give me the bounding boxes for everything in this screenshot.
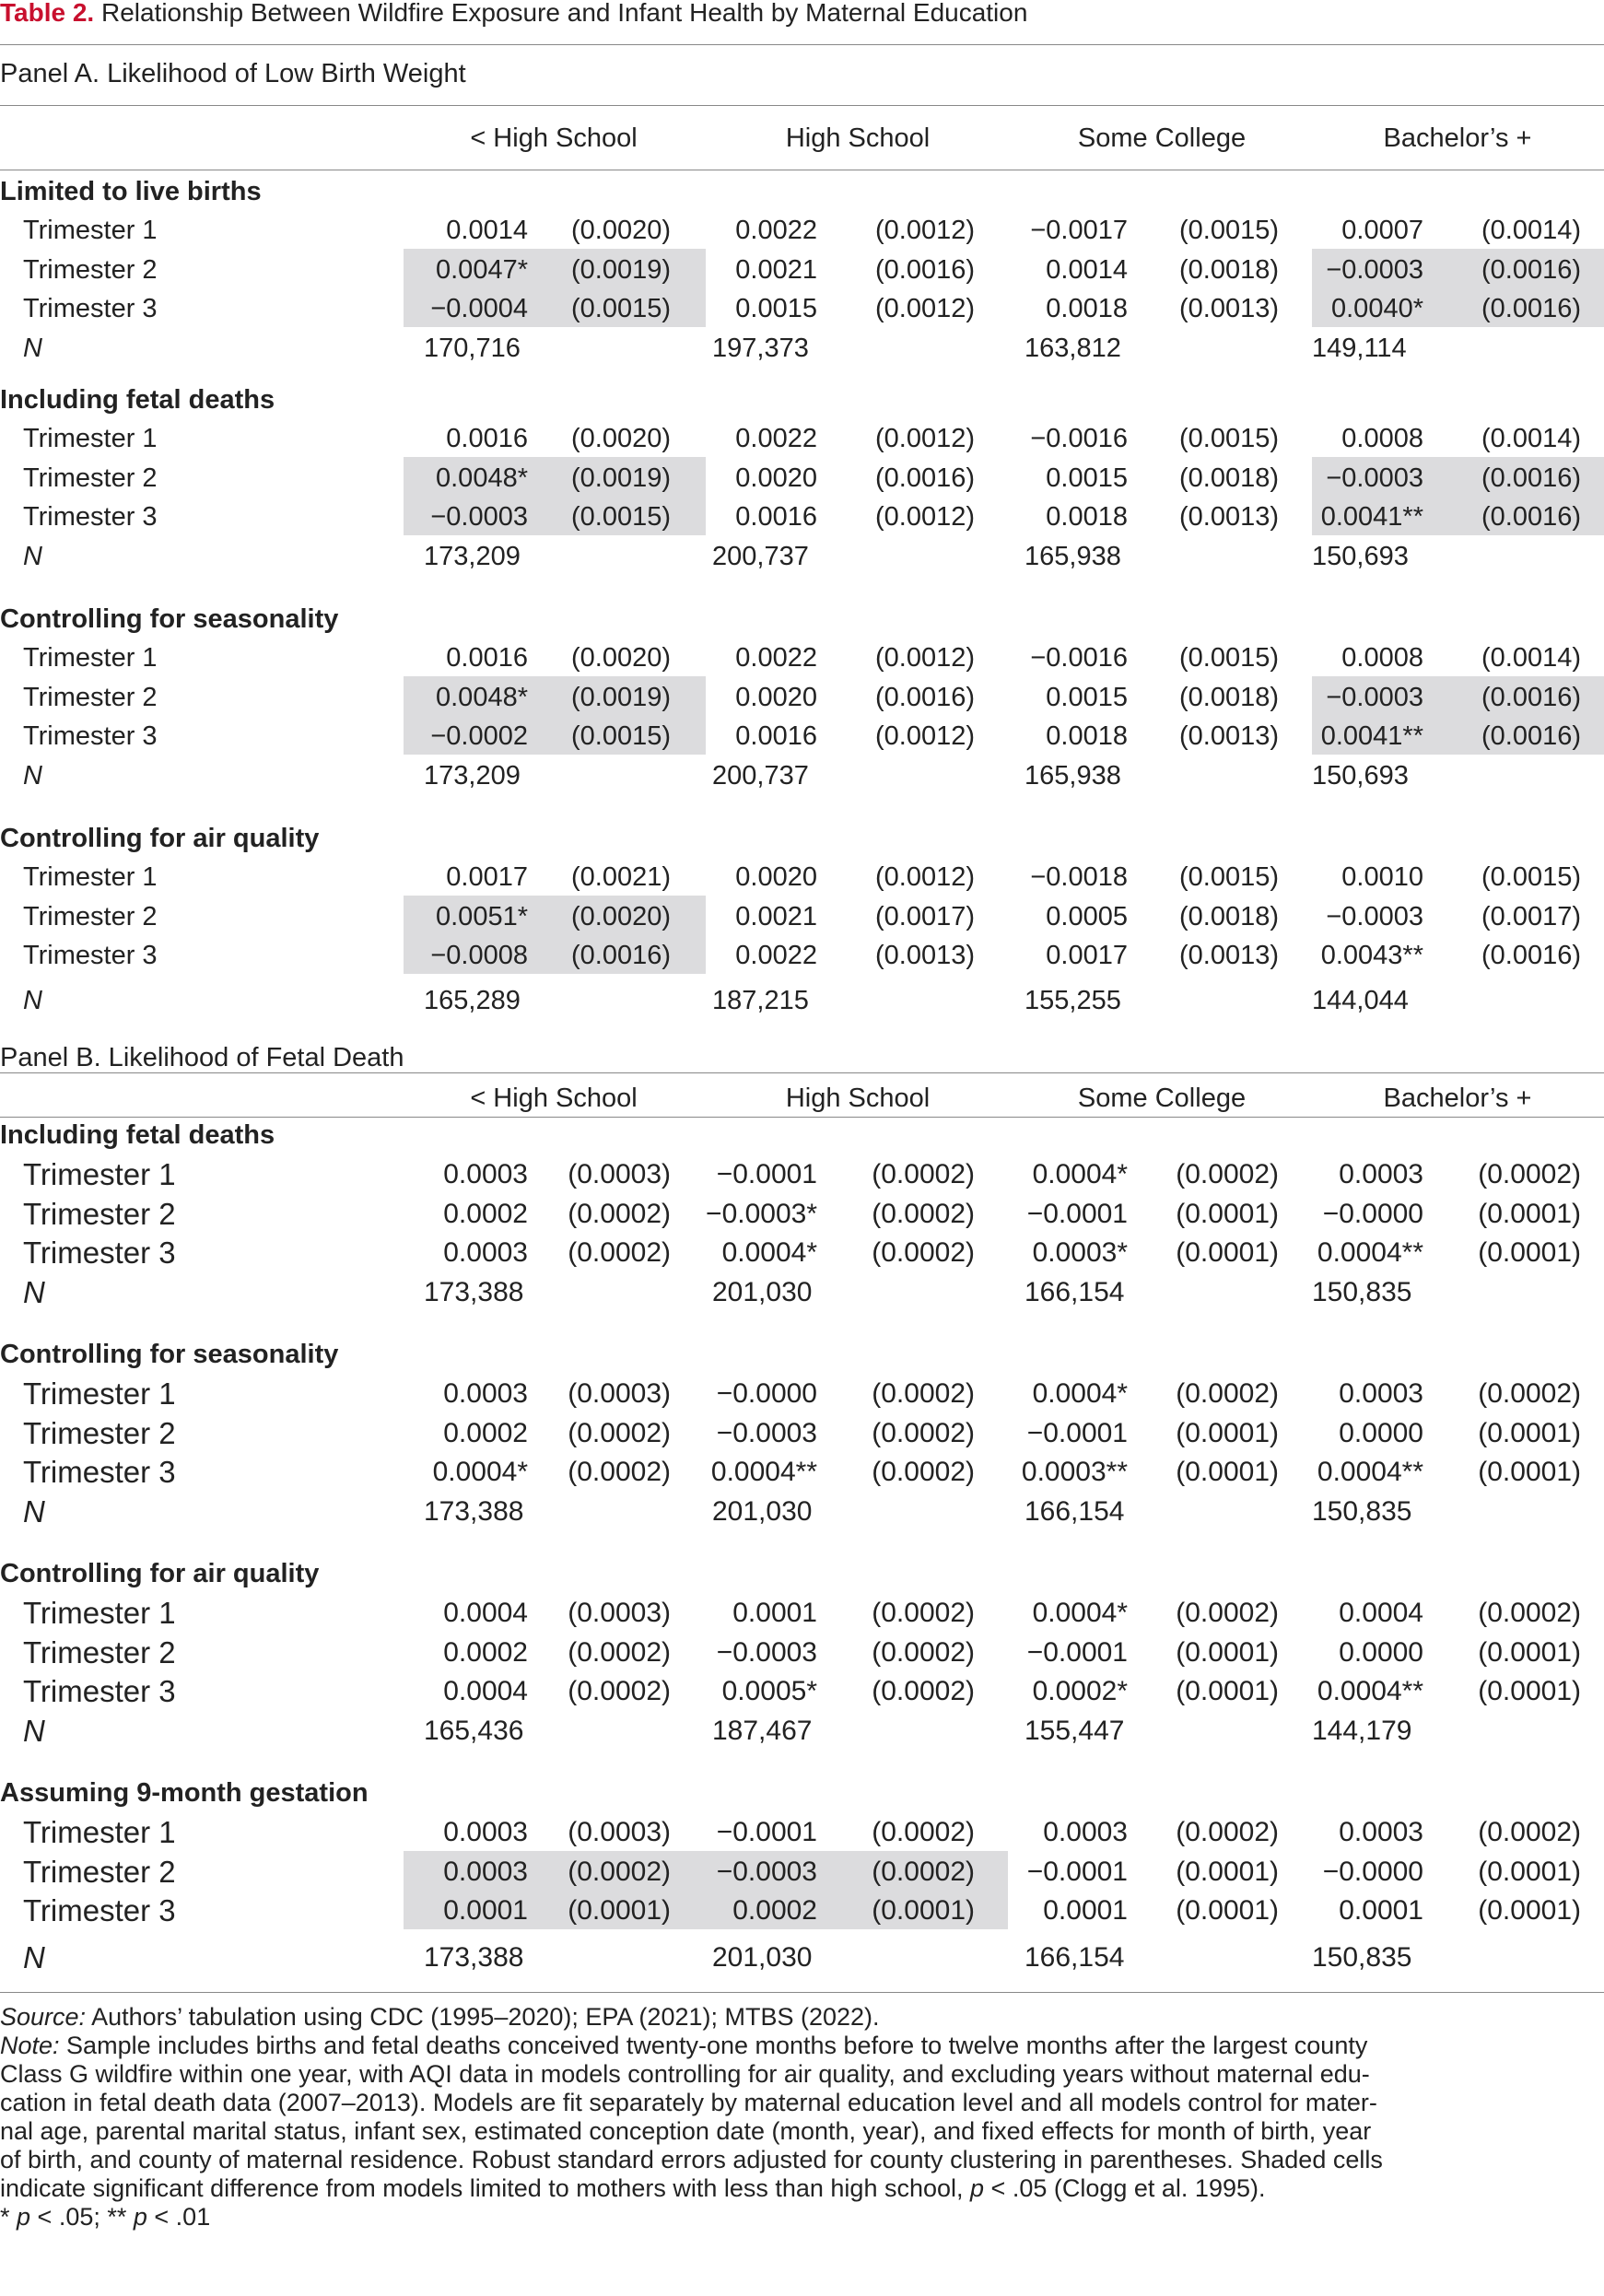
column-header: Bachelor’s + <box>1383 1084 1532 1113</box>
coefficient-cell: 0.0015 <box>735 294 817 323</box>
standard-error-cell: (0.0002) <box>872 1378 975 1409</box>
standard-error-cell: (0.0002) <box>568 1198 671 1229</box>
explanatory-note: nal age, parental marital status, infant sex, estimated conception date (month, year), and fixed effects for month of birth, year <box>0 2117 1372 2145</box>
standard-error-cell: (0.0016) <box>874 254 975 285</box>
standard-error-cell: (0.0015) <box>1178 216 1279 245</box>
coefficient-cell: 0.0015 <box>1046 682 1128 712</box>
row-label: Trimester 1 <box>23 1376 176 1411</box>
coefficient-cell: 0.0001 <box>1043 1895 1128 1926</box>
coefficient-cell: 0.0003 <box>1043 1817 1128 1847</box>
row-label: Trimester 1 <box>23 1157 176 1191</box>
n-label: N <box>23 760 42 791</box>
coefficient-cell: 0.0016 <box>735 721 817 751</box>
table-title-text: Relationship Between Wildfire Exposure and Infant Health by Maternal Education <box>94 0 1028 27</box>
standard-error-cell: (0.0018) <box>1178 463 1279 493</box>
standard-error-cell: (0.0014) <box>1481 643 1581 673</box>
standard-error-cell: (0.0002) <box>872 1636 975 1668</box>
standard-error-cell: (0.0002) <box>872 1676 975 1706</box>
n-cell: 170,716 <box>424 333 521 363</box>
section-label: Assuming 9-month gestation <box>0 1778 369 1808</box>
coefficient-cell: −0.0001 <box>1026 1636 1128 1668</box>
column-header: < High School <box>470 1084 638 1113</box>
coefficient-cell: −0.0003 <box>1326 901 1423 931</box>
n-cell: 149,114 <box>1312 333 1407 363</box>
standard-error-cell: (0.0002) <box>568 1457 671 1487</box>
standard-error-cell: (0.0001) <box>1176 1895 1279 1926</box>
standard-error-cell: (0.0018) <box>1178 254 1279 285</box>
coefficient-cell: −0.0018 <box>1030 862 1128 892</box>
coefficient-cell: −0.0003 <box>430 502 528 532</box>
coefficient-cell: −0.0000 <box>1322 1856 1423 1887</box>
horizontal-rule <box>0 1992 1604 1993</box>
n-cell: 201,030 <box>712 1276 813 1307</box>
table-title <box>0 0 1027 26</box>
column-header: High School <box>785 1084 931 1113</box>
row-label: Trimester 1 <box>23 862 158 892</box>
coefficient-cell: −0.0001 <box>1026 1417 1128 1448</box>
coefficient-cell: 0.0016 <box>446 424 528 453</box>
coefficient-cell: 0.0008 <box>1341 424 1423 453</box>
standard-error-cell: (0.0002) <box>1478 1817 1581 1847</box>
row-label: Trimester 3 <box>23 294 158 323</box>
standard-error-cell: (0.0001) <box>872 1895 975 1926</box>
column-header: Bachelor’s + <box>1383 123 1532 153</box>
standard-error-cell: (0.0016) <box>874 682 975 712</box>
standard-error-cell: (0.0001) <box>1176 1237 1279 1268</box>
n-label: N <box>23 1939 45 1974</box>
standard-error-cell: (0.0020) <box>570 901 671 931</box>
row-label: Trimester 1 <box>23 1596 176 1630</box>
coefficient-cell: 0.0003** <box>1021 1457 1128 1487</box>
coefficient-cell: −0.0003 <box>1326 463 1423 493</box>
coefficient-cell: −0.0008 <box>430 941 528 970</box>
n-label: N <box>23 541 42 571</box>
panel-title: Panel A. Likelihood of Low Birth Weight <box>0 59 466 88</box>
row-label: Trimester 3 <box>23 1455 176 1489</box>
row-label: Trimester 2 <box>23 463 158 493</box>
coefficient-cell: 0.0003 <box>443 1237 528 1268</box>
coefficient-cell: −0.0003* <box>706 1198 817 1229</box>
coefficient-cell: 0.0004** <box>1317 1457 1423 1487</box>
coefficient-cell: 0.0003 <box>1339 1159 1423 1189</box>
standard-error-cell: (0.0015) <box>1178 862 1279 892</box>
standard-error-cell: (0.0002) <box>568 1856 671 1887</box>
standard-error-cell: (0.0016) <box>1481 941 1581 970</box>
standard-error-cell: (0.0002) <box>872 1417 975 1448</box>
n-cell: 150,835 <box>1312 1941 1412 1973</box>
standard-error-cell: (0.0002) <box>1176 1598 1279 1628</box>
coefficient-cell: 0.0001 <box>1339 1895 1423 1926</box>
standard-error-cell: (0.0015) <box>1481 862 1581 892</box>
coefficient-cell: 0.0002* <box>1032 1676 1128 1706</box>
row-label: Trimester 1 <box>23 1815 176 1849</box>
coefficient-cell: 0.0000 <box>1339 1636 1423 1668</box>
row-label: Trimester 3 <box>23 1674 176 1708</box>
coefficient-cell: 0.0000 <box>1339 1417 1423 1448</box>
coefficient-cell: 0.0022 <box>735 643 817 673</box>
standard-error-cell: (0.0016) <box>1481 502 1581 532</box>
n-cell: 150,835 <box>1312 1495 1412 1527</box>
standard-error-cell: (0.0020) <box>570 643 671 673</box>
coefficient-cell: 0.0020 <box>735 862 817 892</box>
standard-error-cell: (0.0016) <box>1481 254 1581 285</box>
standard-error-cell: (0.0015) <box>1178 643 1279 673</box>
n-cell: 150,693 <box>1312 541 1409 571</box>
standard-error-cell: (0.0001) <box>1176 1417 1279 1448</box>
row-label: Trimester 3 <box>23 1893 176 1927</box>
standard-error-cell: (0.0012) <box>874 294 975 323</box>
standard-error-cell: (0.0002) <box>1478 1378 1581 1409</box>
column-header: Some College <box>1077 123 1247 153</box>
n-cell: 187,215 <box>712 985 809 1015</box>
standard-error-cell: (0.0016) <box>1481 294 1581 323</box>
coefficient-cell: 0.0048* <box>436 682 528 712</box>
n-cell: 165,938 <box>1024 760 1121 791</box>
standard-error-cell: (0.0001) <box>1176 1676 1279 1706</box>
row-label: Trimester 3 <box>23 941 158 970</box>
standard-error-cell: (0.0001) <box>1478 1198 1581 1229</box>
standard-error-cell: (0.0001) <box>1478 1895 1581 1926</box>
standard-error-cell: (0.0003) <box>568 1159 671 1189</box>
n-cell: 150,835 <box>1312 1276 1412 1307</box>
coefficient-cell: 0.0015 <box>1046 463 1128 493</box>
coefficient-cell: −0.0016 <box>1030 424 1128 453</box>
coefficient-cell: −0.0003 <box>716 1856 817 1887</box>
n-cell: 165,289 <box>424 985 521 1015</box>
coefficient-cell: 0.0003 <box>1339 1378 1423 1409</box>
standard-error-cell: (0.0002) <box>1478 1159 1581 1189</box>
coefficient-cell: 0.0048* <box>436 463 528 493</box>
coefficient-cell: −0.0017 <box>1030 216 1128 245</box>
section-label: Including fetal deaths <box>0 1120 275 1150</box>
n-cell: 173,388 <box>424 1941 524 1973</box>
standard-error-cell: (0.0015) <box>570 721 671 751</box>
explanatory-note: cation in fetal death data (2007–2013). Models are fit separately by maternal education level and all models control for mater- <box>0 2089 1377 2116</box>
standard-error-cell: (0.0002) <box>1176 1378 1279 1409</box>
standard-error-cell: (0.0019) <box>570 463 671 493</box>
coefficient-cell: −0.0000 <box>1322 1198 1423 1229</box>
row-label: Trimester 2 <box>23 1854 176 1889</box>
coefficient-cell: 0.0003 <box>443 1378 528 1409</box>
section-label: Controlling for air quality <box>0 1559 320 1588</box>
coefficient-cell: 0.0003 <box>443 1817 528 1847</box>
coefficient-cell: 0.0004* <box>432 1457 528 1487</box>
standard-error-cell: (0.0012) <box>874 643 975 673</box>
section-label: Including fetal deaths <box>0 385 275 415</box>
coefficient-cell: 0.0004* <box>1032 1378 1128 1409</box>
coefficient-cell: 0.0004** <box>1317 1237 1423 1268</box>
explanatory-note: of birth, and county of maternal residence. Robust standard errors adjusted for county clustering in parentheses. Shaded cells <box>0 2146 1383 2173</box>
coefficient-cell: 0.0010 <box>1341 862 1423 892</box>
coefficient-cell: 0.0004* <box>1032 1159 1128 1189</box>
standard-error-cell: (0.0018) <box>1178 901 1279 931</box>
coefficient-cell: −0.0002 <box>430 721 528 751</box>
n-cell: 166,154 <box>1024 1495 1125 1527</box>
standard-error-cell: (0.0002) <box>1478 1598 1581 1628</box>
coefficient-cell: 0.0022 <box>735 216 817 245</box>
n-cell: 165,436 <box>424 1715 524 1746</box>
row-label: Trimester 1 <box>23 216 158 245</box>
standard-error-cell: (0.0013) <box>1178 294 1279 323</box>
coefficient-cell: −0.0001 <box>1026 1856 1128 1887</box>
coefficient-cell: 0.0051* <box>436 901 528 931</box>
row-label: Trimester 2 <box>23 1196 176 1231</box>
standard-error-cell: (0.0001) <box>1478 1636 1581 1668</box>
coefficient-cell: −0.0003 <box>1326 254 1423 285</box>
explanatory-note: indicate significant difference from models limited to mothers with less than high school, p < .05 (Clogg et al. 1995). <box>0 2174 1266 2202</box>
standard-error-cell: (0.0002) <box>568 1417 671 1448</box>
n-cell: 173,209 <box>424 760 521 791</box>
standard-error-cell: (0.0018) <box>1178 682 1279 712</box>
n-cell: 173,209 <box>424 541 521 571</box>
standard-error-cell: (0.0001) <box>1478 1237 1581 1268</box>
n-cell: 150,693 <box>1312 760 1409 791</box>
standard-error-cell: (0.0002) <box>1176 1817 1279 1847</box>
n-cell: 173,388 <box>424 1276 524 1307</box>
coefficient-cell: 0.0020 <box>735 463 817 493</box>
coefficient-cell: −0.0003 <box>716 1636 817 1668</box>
coefficient-cell: −0.0003 <box>1326 682 1423 712</box>
horizontal-rule <box>0 105 1604 106</box>
standard-error-cell: (0.0002) <box>872 1817 975 1847</box>
coefficient-cell: 0.0004* <box>1032 1598 1128 1628</box>
coefficient-cell: 0.0003 <box>443 1856 528 1887</box>
coefficient-cell: −0.0003 <box>716 1417 817 1448</box>
column-header: < High School <box>470 123 638 153</box>
coefficient-cell: 0.0018 <box>1046 294 1128 323</box>
coefficient-cell: 0.0040* <box>1331 294 1423 323</box>
coefficient-cell: 0.0008 <box>1341 643 1423 673</box>
standard-error-cell: (0.0002) <box>1176 1159 1279 1189</box>
n-cell: 200,737 <box>712 760 809 791</box>
standard-error-cell: (0.0001) <box>1478 1417 1581 1448</box>
standard-error-cell: (0.0002) <box>872 1198 975 1229</box>
coefficient-cell: 0.0004 <box>443 1598 528 1628</box>
standard-error-cell: (0.0015) <box>1178 424 1279 453</box>
coefficient-cell: −0.0000 <box>716 1378 817 1409</box>
standard-error-cell: (0.0013) <box>874 941 975 970</box>
standard-error-cell: (0.0001) <box>1478 1676 1581 1706</box>
n-cell: 173,388 <box>424 1495 524 1527</box>
n-cell: 197,373 <box>712 333 809 363</box>
coefficient-cell: 0.0020 <box>735 682 817 712</box>
row-label: Trimester 2 <box>23 901 158 931</box>
coefficient-cell: 0.0002 <box>443 1198 528 1229</box>
standard-error-cell: (0.0003) <box>568 1378 671 1409</box>
coefficient-cell: −0.0001 <box>716 1159 817 1189</box>
coefficient-cell: 0.0021 <box>735 901 817 931</box>
coefficient-cell: 0.0043** <box>1320 941 1423 970</box>
row-label: Trimester 2 <box>23 1415 176 1450</box>
standard-error-cell: (0.0020) <box>570 216 671 245</box>
standard-error-cell: (0.0001) <box>1176 1457 1279 1487</box>
row-label: Trimester 2 <box>23 1634 176 1669</box>
significance-note: * p < .05; ** p < .01 <box>0 2203 211 2231</box>
standard-error-cell: (0.0016) <box>1481 721 1581 751</box>
n-cell: 165,938 <box>1024 541 1121 571</box>
standard-error-cell: (0.0002) <box>872 1237 975 1268</box>
coefficient-cell: 0.0041** <box>1320 721 1423 751</box>
section-label: Limited to live births <box>0 177 262 206</box>
coefficient-cell: 0.0017 <box>446 862 528 892</box>
coefficient-cell: 0.0001 <box>732 1598 817 1628</box>
panel-title: Panel B. Likelihood of Fetal Death <box>0 1043 404 1072</box>
standard-error-cell: (0.0001) <box>1176 1636 1279 1668</box>
coefficient-cell: 0.0014 <box>1046 254 1128 285</box>
n-label: N <box>23 1713 45 1748</box>
standard-error-cell: (0.0020) <box>570 424 671 453</box>
standard-error-cell: (0.0012) <box>874 216 975 245</box>
explanatory-note: Note: Sample includes births and fetal deaths conceived twenty-one months before to twelve months after the largest county <box>0 2032 1368 2059</box>
n-label: N <box>23 985 42 1015</box>
coefficient-cell: 0.0041** <box>1320 502 1423 532</box>
standard-error-cell: (0.0013) <box>1178 721 1279 751</box>
standard-error-cell: (0.0012) <box>874 424 975 453</box>
n-cell: 166,154 <box>1024 1276 1125 1307</box>
standard-error-cell: (0.0001) <box>1176 1856 1279 1887</box>
row-label: Trimester 3 <box>23 721 158 751</box>
standard-error-cell: (0.0002) <box>568 1676 671 1706</box>
coefficient-cell: 0.0002 <box>443 1417 528 1448</box>
coefficient-cell: 0.0004** <box>1317 1676 1423 1706</box>
n-cell: 163,812 <box>1024 333 1121 363</box>
n-label: N <box>23 333 42 363</box>
row-label: Trimester 1 <box>23 424 158 453</box>
section-label: Controlling for seasonality <box>0 1340 339 1369</box>
explanatory-note: Class G wildfire within one year, with AQI data in models controlling for air quality, and excluding years without maternal edu- <box>0 2060 1370 2088</box>
coefficient-cell: 0.0016 <box>735 502 817 532</box>
n-cell: 166,154 <box>1024 1941 1125 1973</box>
coefficient-cell: 0.0004 <box>443 1676 528 1706</box>
coefficient-cell: 0.0005 <box>1046 901 1128 931</box>
coefficient-cell: 0.0005* <box>721 1676 817 1706</box>
coefficient-cell: 0.0018 <box>1046 502 1128 532</box>
coefficient-cell: 0.0017 <box>1046 941 1128 970</box>
row-label: Trimester 3 <box>23 502 158 532</box>
horizontal-rule <box>0 1117 1604 1118</box>
row-label: Trimester 2 <box>23 254 158 285</box>
column-header: High School <box>785 123 931 153</box>
horizontal-rule <box>0 1072 1604 1073</box>
coefficient-cell: −0.0016 <box>1030 643 1128 673</box>
row-label: Trimester 1 <box>23 643 158 673</box>
column-header: Some College <box>1077 1084 1247 1113</box>
standard-error-cell: (0.0012) <box>874 721 975 751</box>
coefficient-cell: 0.0001 <box>443 1895 528 1926</box>
coefficient-cell: 0.0003 <box>1339 1817 1423 1847</box>
standard-error-cell: (0.0002) <box>872 1457 975 1487</box>
coefficient-cell: −0.0004 <box>430 294 528 323</box>
coefficient-cell: 0.0021 <box>735 254 817 285</box>
standard-error-cell: (0.0001) <box>1478 1856 1581 1887</box>
standard-error-cell: (0.0014) <box>1481 216 1581 245</box>
standard-error-cell: (0.0015) <box>570 294 671 323</box>
standard-error-cell: (0.0013) <box>1178 941 1279 970</box>
standard-error-cell: (0.0013) <box>1178 502 1279 532</box>
n-cell: 201,030 <box>712 1941 813 1973</box>
n-cell: 201,030 <box>712 1495 813 1527</box>
standard-error-cell: (0.0003) <box>568 1817 671 1847</box>
standard-error-cell: (0.0003) <box>568 1598 671 1628</box>
standard-error-cell: (0.0002) <box>872 1159 975 1189</box>
coefficient-cell: 0.0007 <box>1341 216 1423 245</box>
standard-error-cell: (0.0001) <box>568 1895 671 1926</box>
coefficient-cell: 0.0016 <box>446 643 528 673</box>
coefficient-cell: 0.0002 <box>732 1895 817 1926</box>
standard-error-cell: (0.0015) <box>570 502 671 532</box>
n-cell: 144,044 <box>1312 985 1409 1015</box>
standard-error-cell: (0.0016) <box>1481 463 1581 493</box>
standard-error-cell: (0.0002) <box>568 1636 671 1668</box>
n-cell: 200,737 <box>712 541 809 571</box>
section-label: Controlling for air quality <box>0 824 320 853</box>
standard-error-cell: (0.0017) <box>1481 901 1581 931</box>
coefficient-cell: −0.0001 <box>1026 1198 1128 1229</box>
standard-error-cell: (0.0001) <box>1176 1198 1279 1229</box>
table-number: Table 2. <box>0 0 95 27</box>
coefficient-cell: 0.0003* <box>1032 1237 1128 1268</box>
standard-error-cell: (0.0017) <box>874 901 975 931</box>
standard-error-cell: (0.0002) <box>872 1856 975 1887</box>
n-label: N <box>23 1274 45 1309</box>
standard-error-cell: (0.0001) <box>1478 1457 1581 1487</box>
row-label: Trimester 2 <box>23 682 158 712</box>
coefficient-cell: 0.0004* <box>721 1237 817 1268</box>
n-cell: 144,179 <box>1312 1715 1412 1746</box>
n-cell: 155,255 <box>1024 985 1121 1015</box>
coefficient-cell: 0.0022 <box>735 424 817 453</box>
coefficient-cell: 0.0004** <box>710 1457 817 1487</box>
standard-error-cell: (0.0016) <box>570 941 671 970</box>
coefficient-cell: 0.0003 <box>443 1159 528 1189</box>
coefficient-cell: −0.0001 <box>716 1817 817 1847</box>
row-label: Trimester 3 <box>23 1236 176 1270</box>
horizontal-rule <box>0 44 1604 45</box>
source-note: Source: Authors’ tabulation using CDC (1995–2020); EPA (2021); MTBS (2022). <box>0 2003 880 2031</box>
standard-error-cell: (0.0019) <box>570 682 671 712</box>
standard-error-cell: (0.0016) <box>874 463 975 493</box>
standard-error-cell: (0.0019) <box>570 254 671 285</box>
coefficient-cell: 0.0018 <box>1046 721 1128 751</box>
section-label: Controlling for seasonality <box>0 604 339 634</box>
standard-error-cell: (0.0014) <box>1481 424 1581 453</box>
standard-error-cell: (0.0012) <box>874 862 975 892</box>
coefficient-cell: 0.0004 <box>1339 1598 1423 1628</box>
n-label: N <box>23 1494 45 1529</box>
standard-error-cell: (0.0002) <box>872 1598 975 1628</box>
standard-error-cell: (0.0002) <box>568 1237 671 1268</box>
coefficient-cell: 0.0002 <box>443 1636 528 1668</box>
standard-error-cell: (0.0016) <box>1481 682 1581 712</box>
standard-error-cell: (0.0021) <box>570 862 671 892</box>
n-cell: 155,447 <box>1024 1715 1125 1746</box>
coefficient-cell: 0.0014 <box>446 216 528 245</box>
standard-error-cell: (0.0012) <box>874 502 975 532</box>
coefficient-cell: 0.0022 <box>735 941 817 970</box>
n-cell: 187,467 <box>712 1715 813 1746</box>
coefficient-cell: 0.0047* <box>436 254 528 285</box>
